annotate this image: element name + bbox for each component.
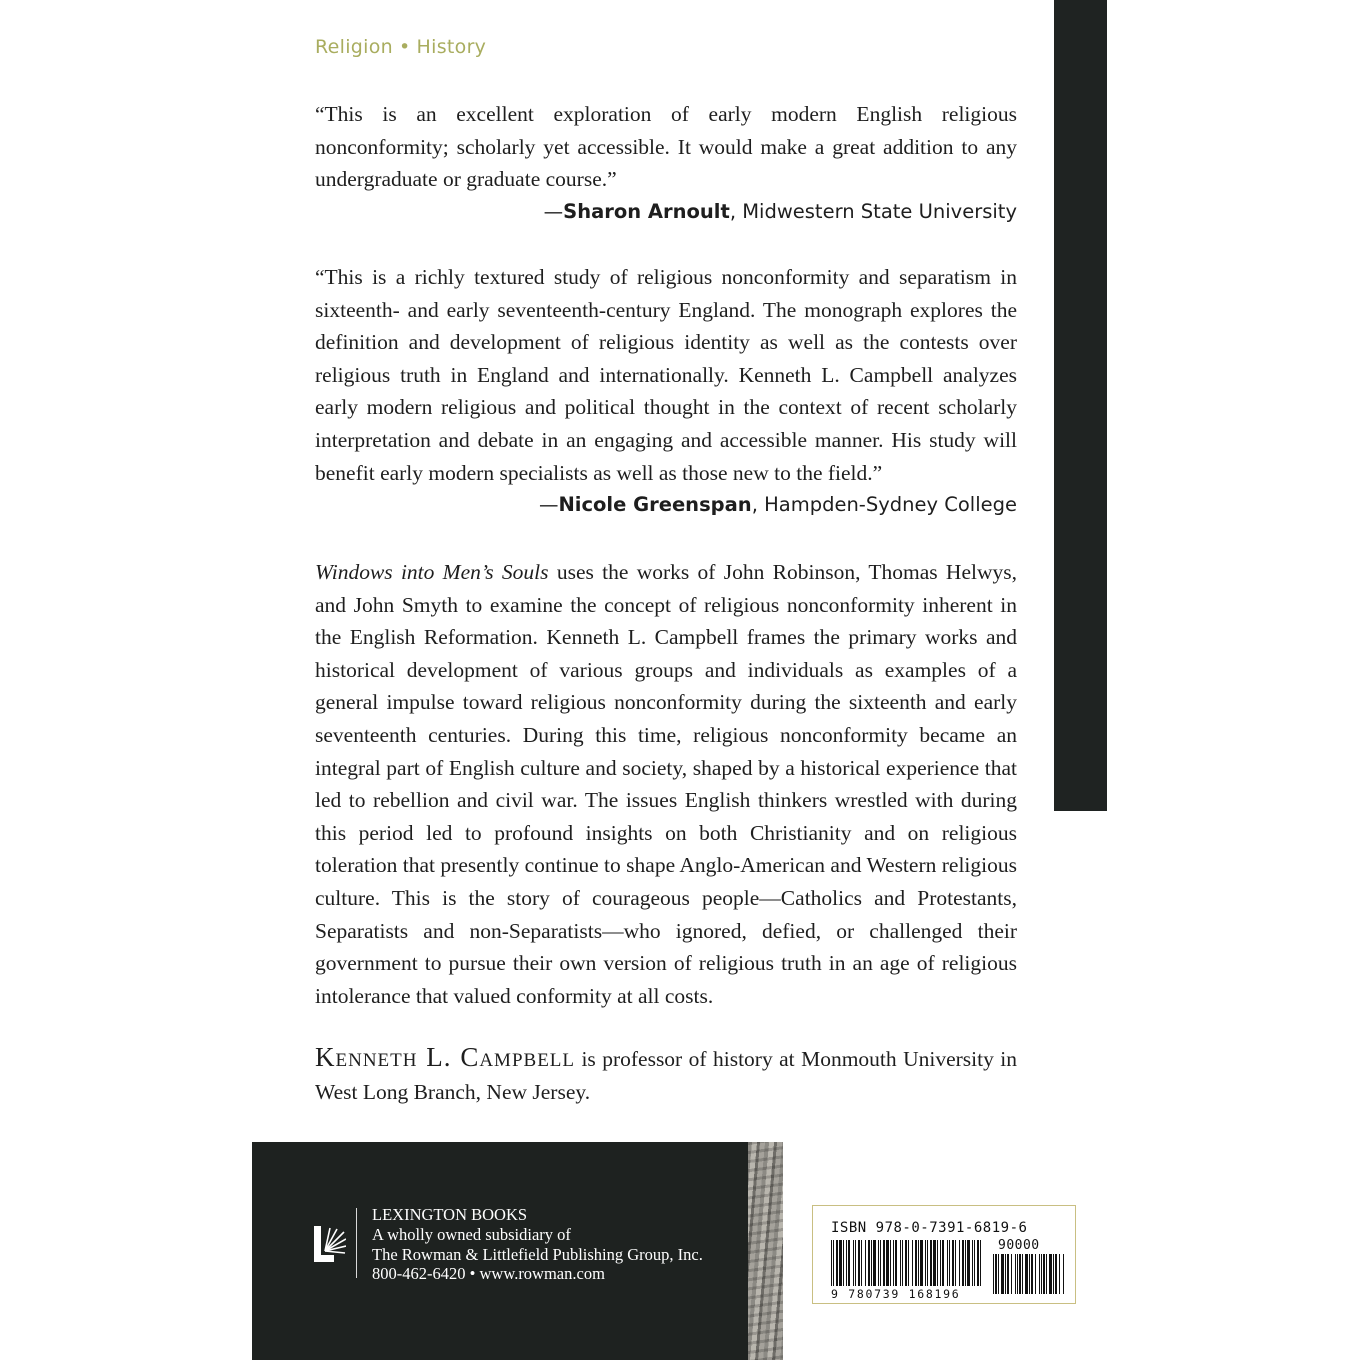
spine-color-bar [1054,0,1107,811]
quote-text: “This is an excellent exploration of early modern English religious nonconformity; scholarly yet accessible. It would make a great addition to any undergraduate or graduate course.” [315,102,1017,192]
publisher-contact: 800-462-6420 • www.rowman.com [372,1264,605,1284]
quote-attribution [315,489,1017,521]
description-text: uses the works of John Robinson, Thomas Helwys, and John Smyth to examine the concept of religious nonconformity inherent in the English Reformation. Kenneth L. Campbell frames the primary works and historical development of various groups and individuals as examples of a general impulse toward religious nonconformity during the sixteenth and early seventeenth centuries. During this time, religious nonconformity became an integral part of English culture and society, shaped by a historical experience that led to rebellion and civil war. The issues English thinkers wrestled with during this period led to profound insights on both Christianity and on religious toleration that presently continue to shape Anglo-American and Western religious culture. This is the story of courageous people—Catholics and Protestants, Separatists and non-Separatists—who ignored, defied, or challenged their government to pursue their own version of religious truth in an age of religious intolerance that valued conformity at all costs. [315,560,1017,1008]
publisher-info [372,1205,703,1284]
publisher-line-3: The Rowman & Littlefield Publishing Group, Inc. [372,1244,703,1264]
category-religion: Religion [315,36,394,58]
category-history: History [416,36,487,58]
attribution-dash: — [543,199,564,223]
lexington-logo-icon [314,1226,346,1262]
endorser-name: Nicole Greenspan [558,493,752,517]
price-barcode-bars [993,1254,1065,1294]
ean-digits: 9 780739 168196 [831,1287,961,1301]
category-label [315,36,486,58]
author-name: Kenneth L. Campbell [315,1042,576,1072]
endorsement-quote-2 [315,261,1017,521]
publisher-divider [356,1208,357,1278]
author-bio [315,1041,1017,1108]
category-separator: • [399,36,411,58]
price-code: 90000 [998,1238,1040,1253]
ean-barcode-bars [831,1240,981,1290]
isbn-text: ISBN 978-0-7391-6819-6 [831,1220,1028,1236]
endorsement-quote-1 [315,98,1017,228]
endorser-affiliation: , Midwestern State University [729,199,1017,223]
cover-texture-strip [748,1142,783,1360]
endorser-name: Sharon Arnoult [563,199,730,223]
book-title: Windows into Men’s Souls [315,560,549,584]
publisher-line-2: A wholly owned subsidiary of [372,1224,571,1244]
quote-attribution [315,196,1017,228]
endorser-affiliation: , Hampden-Sydney College [751,493,1017,517]
publisher-name: LEXINGTON BOOKS [372,1205,528,1224]
isbn-barcode [812,1205,1076,1304]
bio-text: is professor of history at Monmouth University in West Long Branch, New Jersey. [315,1047,1017,1104]
quote-text: “This is a richly textured study of religious nonconformity and separatism in sixteenth- and early seventeenth-century England. The monograph explores the definition and development of religious identity as well as the contests over religious truth in England and internationally. Kenneth L. Campbell analyzes early modern religious and political thought in the context of recent scholarly interpretation and debate in an engaging and accessible manner. His study will benefit early modern specialists as well as those new to the field.” [315,265,1017,485]
attribution-dash: — [538,493,559,517]
book-description [315,556,1017,1012]
